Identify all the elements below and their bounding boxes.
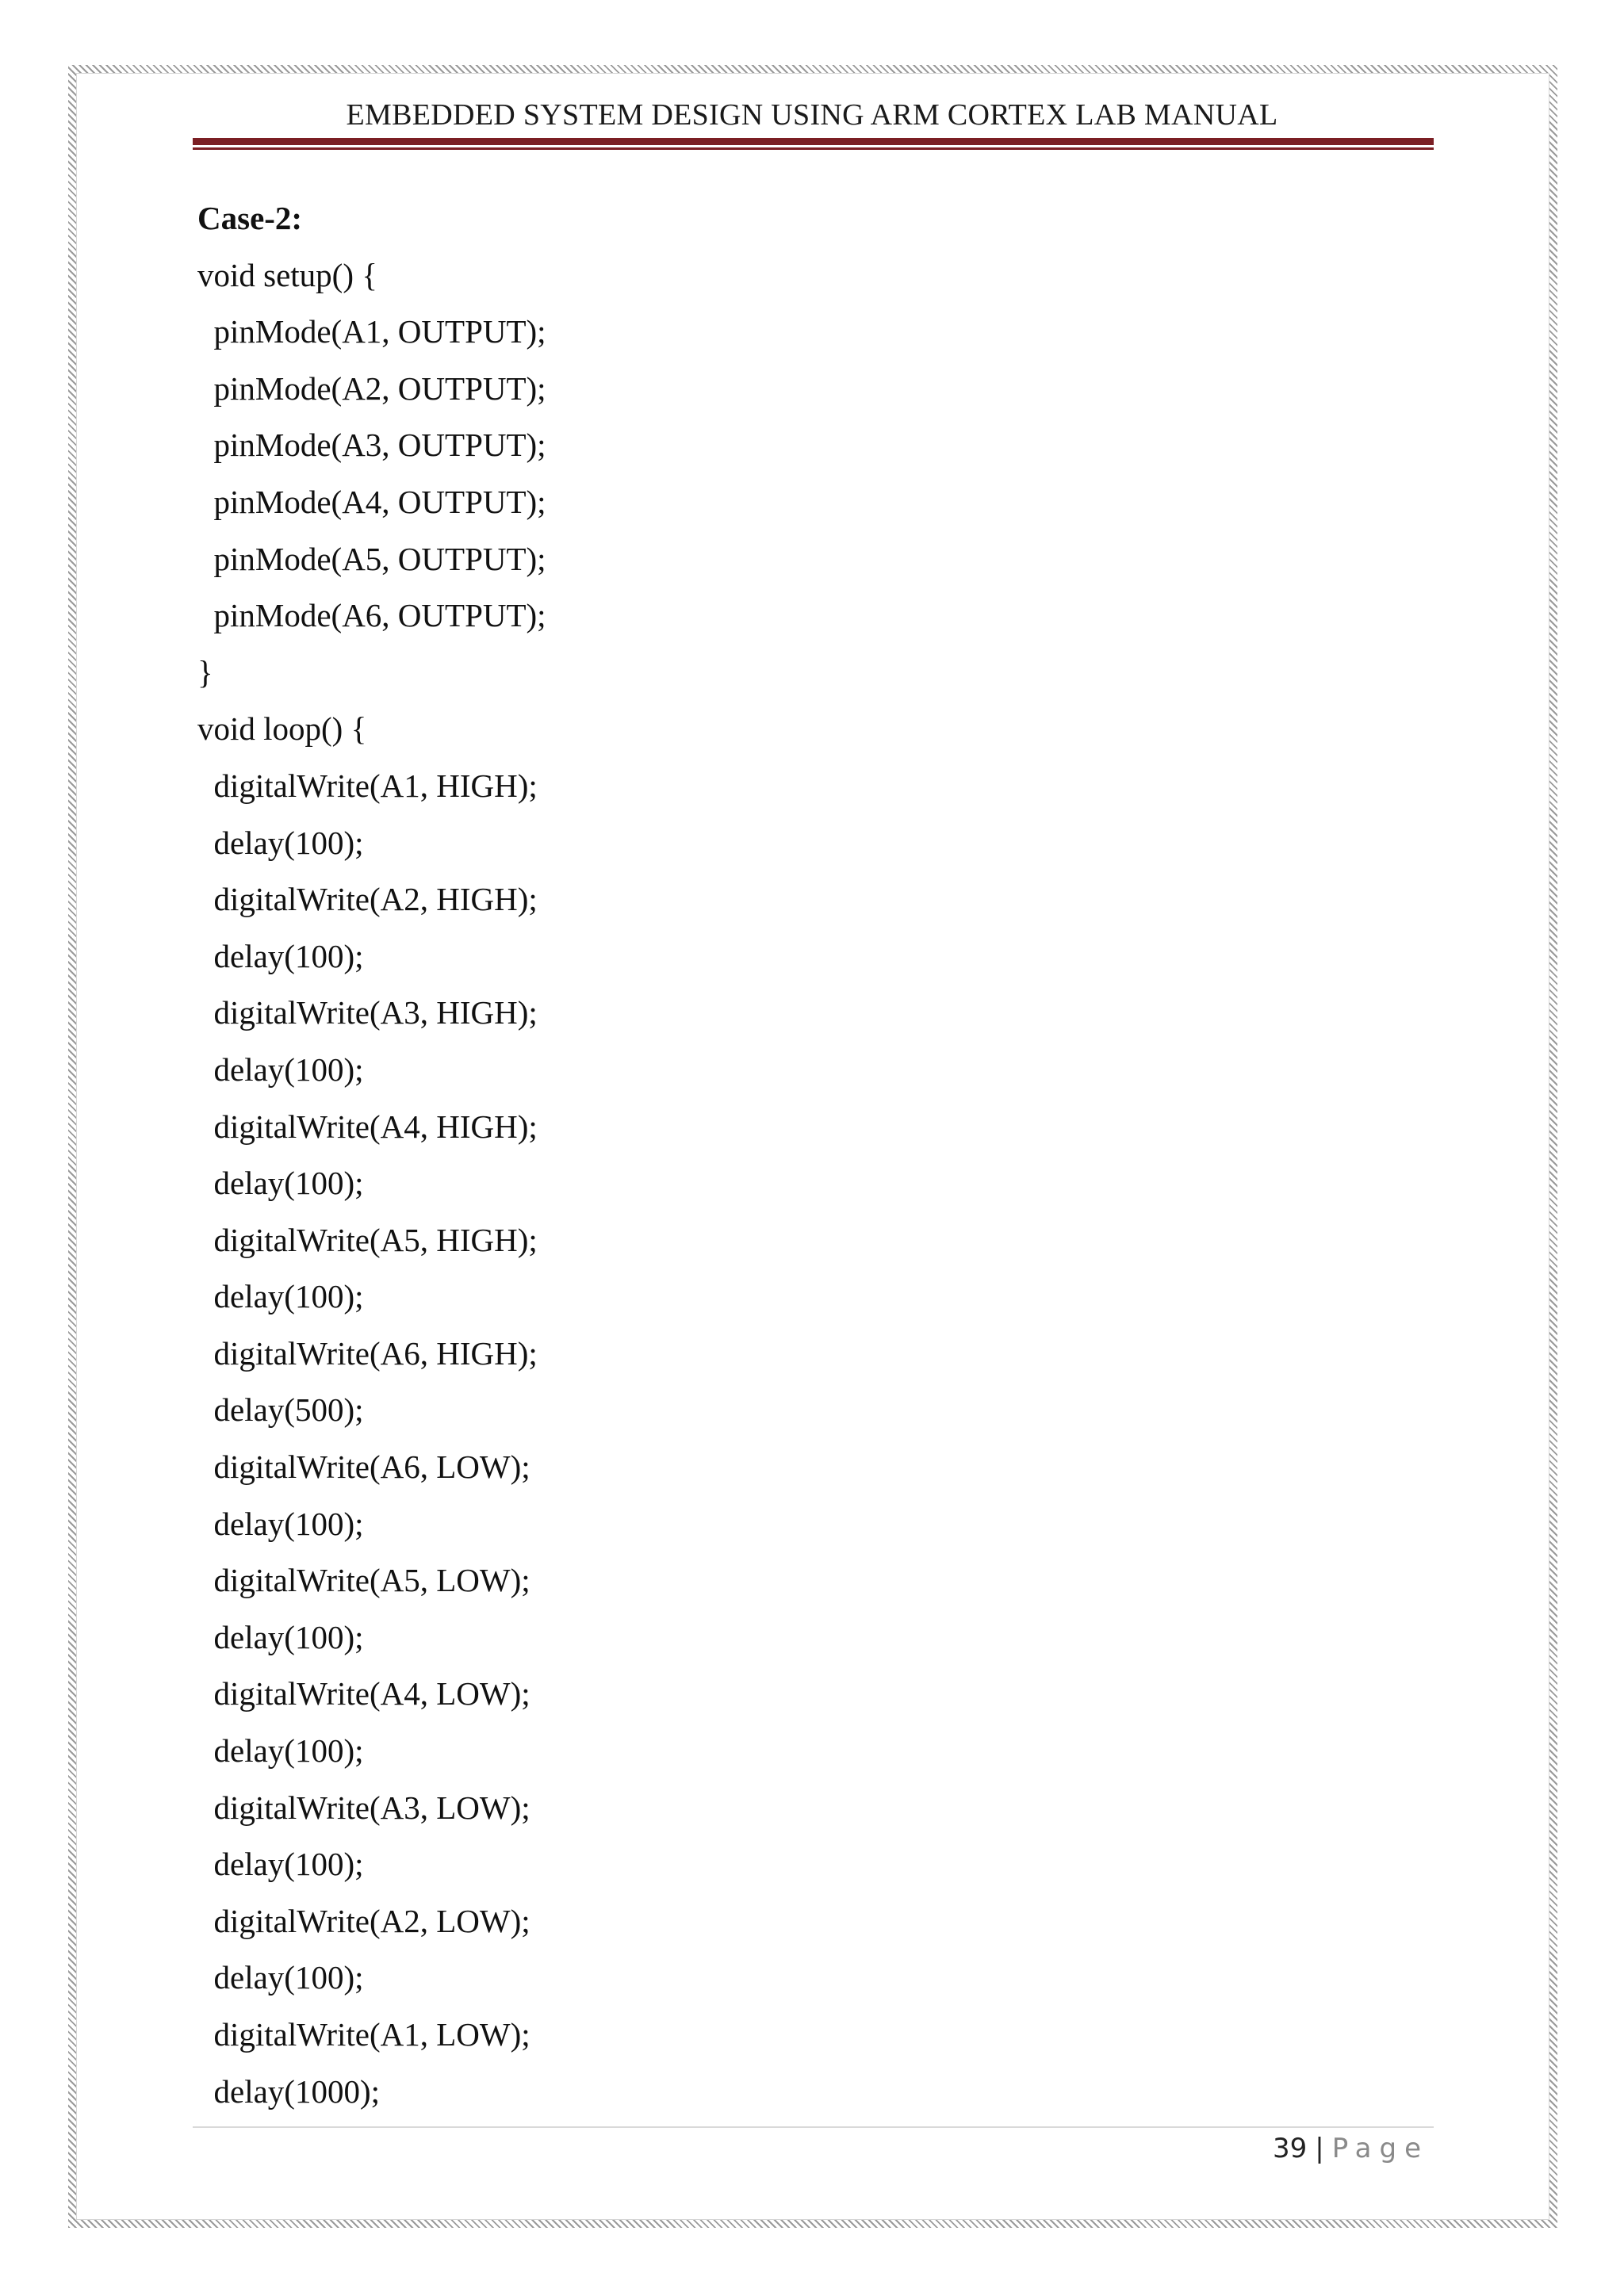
page-number: 39 <box>1272 2133 1308 2164</box>
code-line: digitalWrite(A4, HIGH); <box>197 1108 538 1145</box>
code-line: pinMode(A2, OUTPUT); <box>197 369 546 407</box>
code-line: pinMode(A3, OUTPUT); <box>197 427 546 464</box>
code-line: digitalWrite(A5, LOW); <box>197 1562 530 1599</box>
page-content <box>197 193 546 2123</box>
code-line: delay(100); <box>197 1050 364 1088</box>
code-line: delay(100); <box>197 1732 364 1770</box>
code-line: delay(500); <box>197 1391 364 1429</box>
code-line: pinMode(A1, OUTPUT); <box>197 313 546 350</box>
running-header: EMBEDDED SYSTEM DESIGN USING ARM CORTEX LAB MANUAL <box>346 98 1278 132</box>
code-line: digitalWrite(A3, LOW); <box>197 1789 530 1826</box>
page-separator: | <box>1315 2133 1324 2164</box>
code-line: digitalWrite(A1, HIGH); <box>197 767 538 804</box>
code-line: pinMode(A5, OUTPUT); <box>197 540 546 577</box>
code-line: digitalWrite(A5, HIGH); <box>197 1221 538 1258</box>
section-title: Case-2: <box>197 200 303 236</box>
code-line: delay(1000); <box>197 2072 380 2110</box>
code-line: digitalWrite(A3, HIGH); <box>197 994 538 1031</box>
code-line: digitalWrite(A1, LOW); <box>197 2016 530 2053</box>
code-line: delay(100); <box>197 824 364 861</box>
header-rule-thick <box>193 138 1434 145</box>
code-line: delay(100); <box>197 937 364 974</box>
code-line: digitalWrite(A2, LOW); <box>197 1902 530 1939</box>
header-rule-thin <box>193 147 1434 150</box>
code-line: void setup() { <box>197 256 377 293</box>
code-line: delay(100); <box>197 1165 364 1202</box>
code-line: digitalWrite(A4, LOW); <box>197 1675 530 1712</box>
code-line: delay(100); <box>197 1959 364 1996</box>
page-footer <box>1273 2133 1429 2164</box>
code-line: } <box>197 653 213 691</box>
code-line: void loop() { <box>197 710 367 748</box>
code-line: pinMode(A4, OUTPUT); <box>197 483 546 520</box>
code-line: delay(100); <box>197 1278 364 1315</box>
code-line: delay(100); <box>197 1846 364 1883</box>
code-line: digitalWrite(A6, LOW); <box>197 1448 530 1486</box>
footer-rule <box>193 2126 1434 2128</box>
code-line: digitalWrite(A2, HIGH); <box>197 881 538 918</box>
code-line: digitalWrite(A6, HIGH); <box>197 1334 538 1372</box>
code-line: delay(100); <box>197 1618 364 1655</box>
code-block <box>197 251 546 2124</box>
code-line: pinMode(A6, OUTPUT); <box>197 597 546 634</box>
page-word: Page <box>1331 2133 1429 2164</box>
code-line: delay(100); <box>197 1505 364 1542</box>
